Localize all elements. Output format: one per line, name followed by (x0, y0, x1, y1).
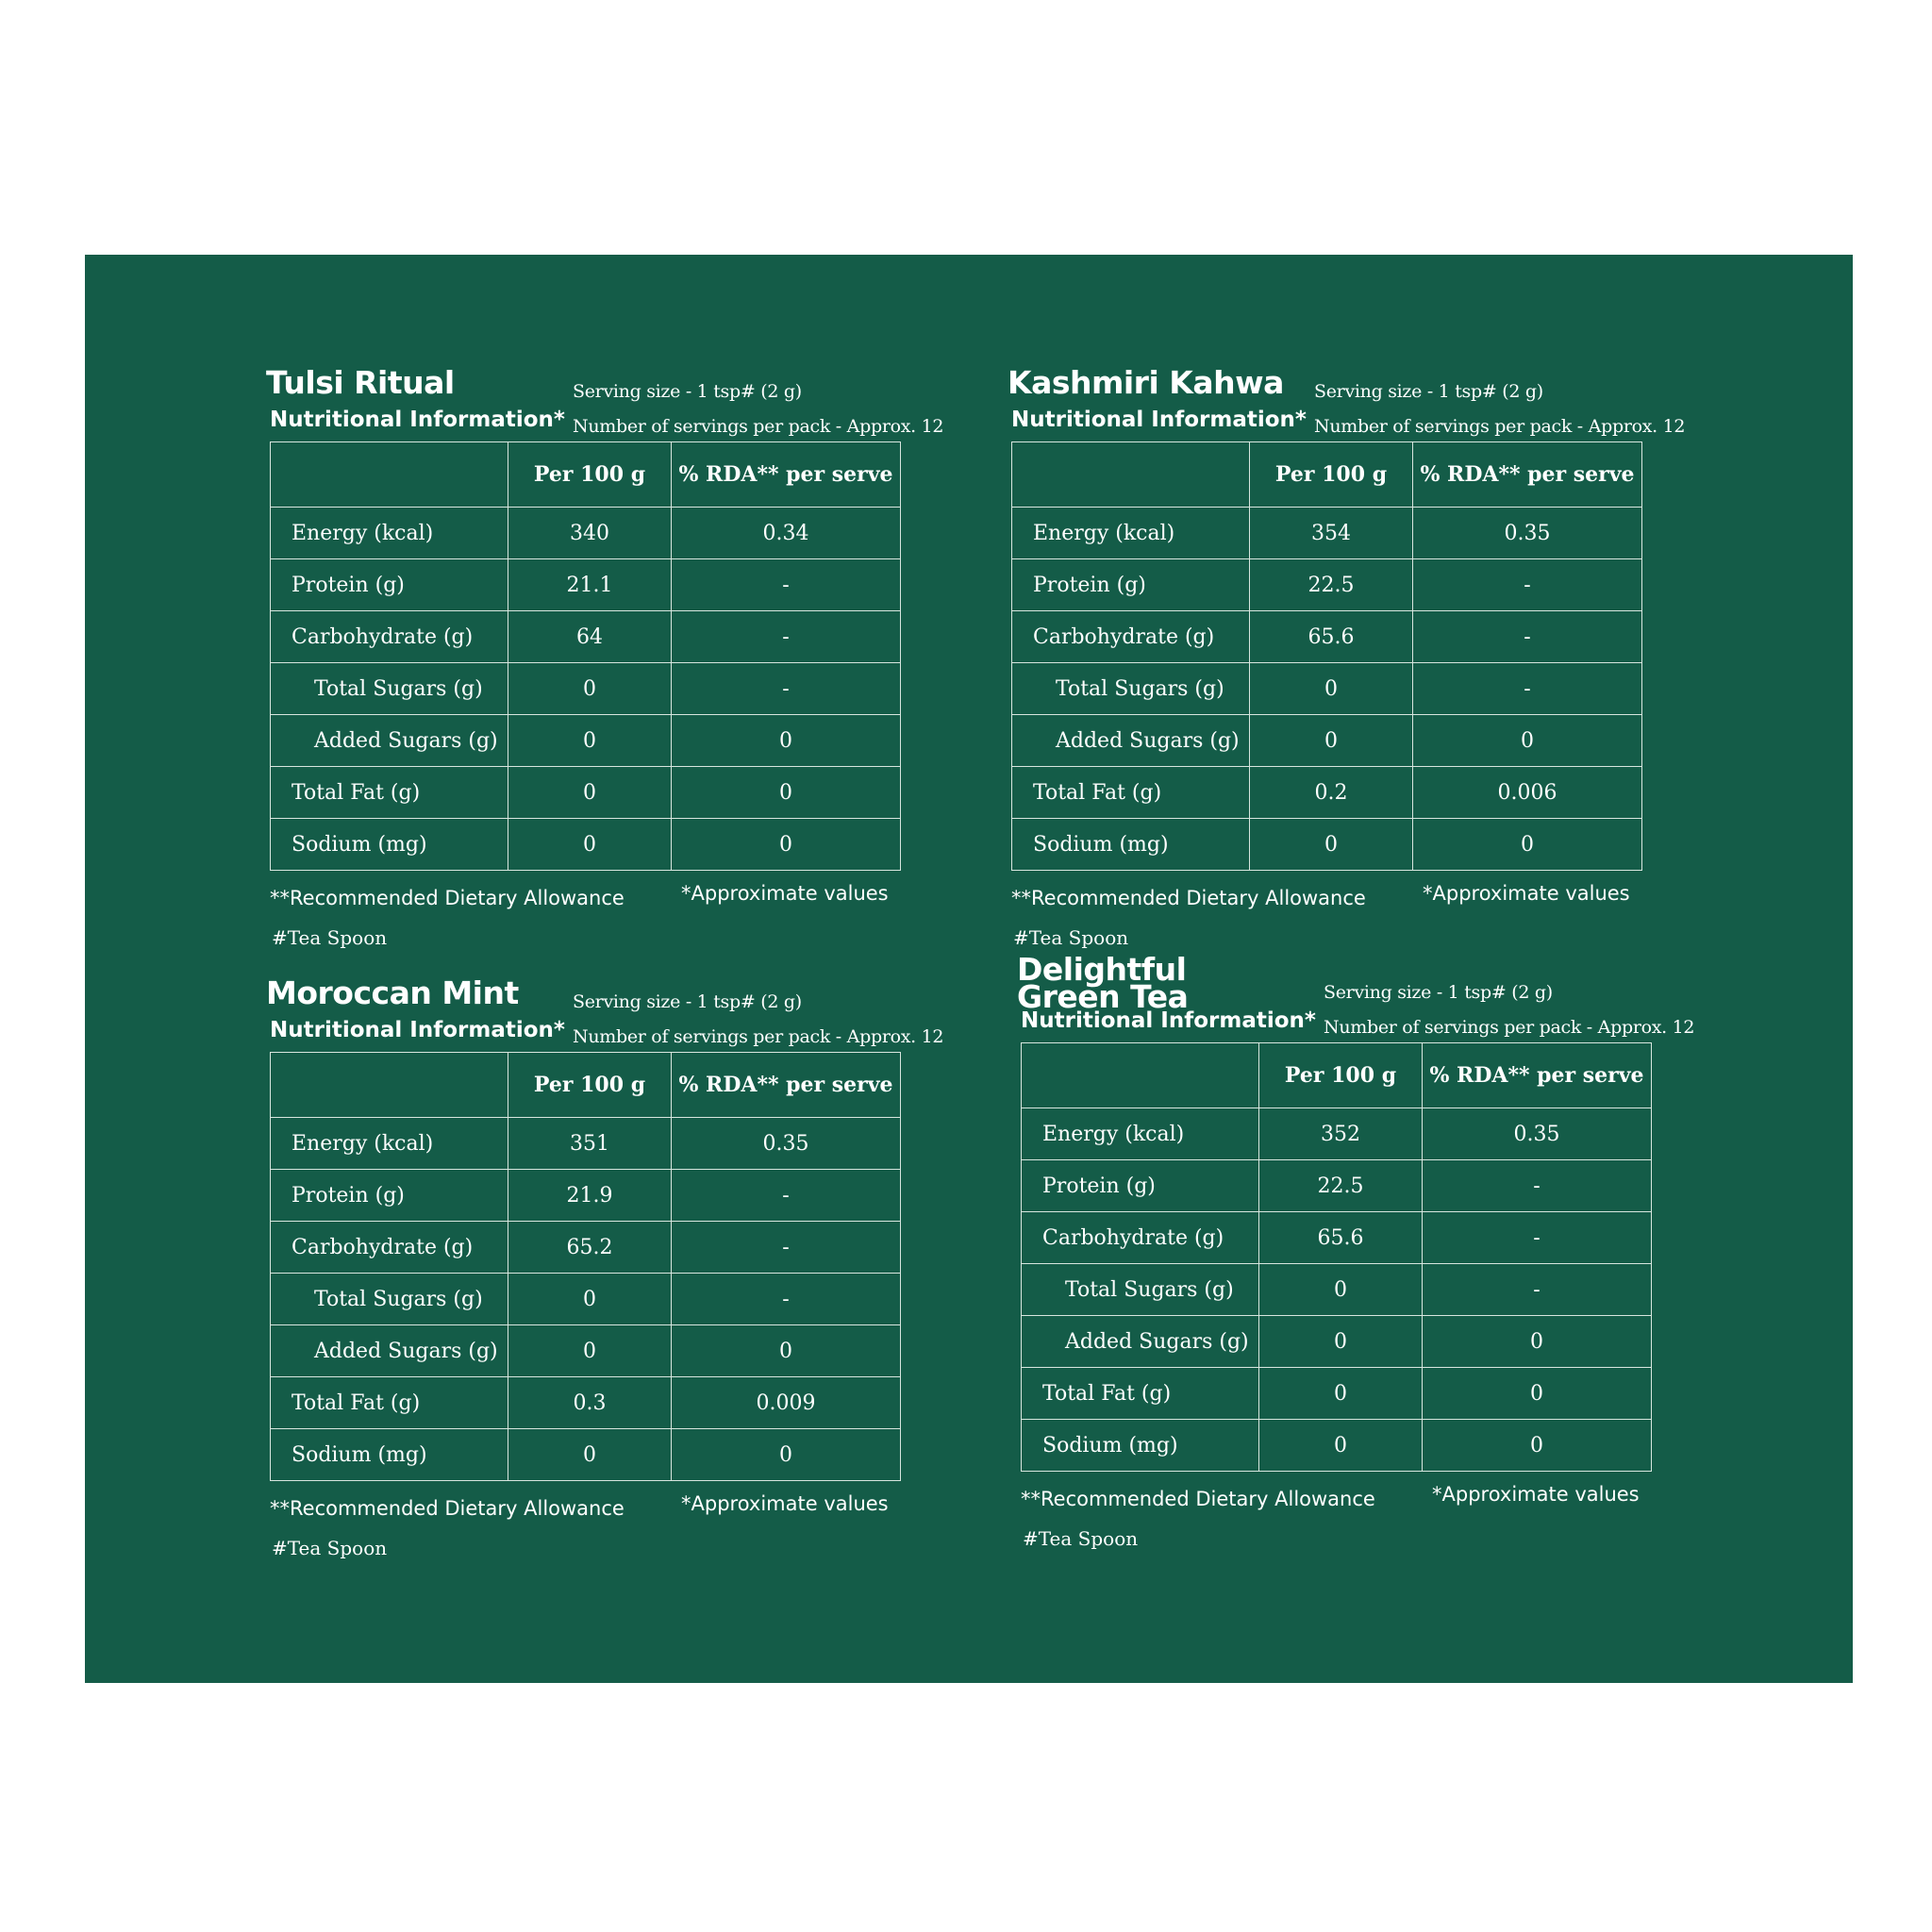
per-100g-value: 0.3 (508, 1377, 672, 1429)
nutrient-name: Energy (kcal) (1022, 1108, 1259, 1160)
footnote-teaspoon: #Tea Spoon (272, 1537, 388, 1559)
nutrient-name: Carbohydrate (g) (1012, 611, 1250, 663)
nutrient-name: Energy (kcal) (271, 1118, 508, 1170)
nutrient-name: Sodium (mg) (1012, 819, 1250, 871)
nutrient-name: Sodium (mg) (271, 819, 508, 871)
nutrient-name: Energy (kcal) (1012, 508, 1250, 559)
table-row (1022, 1420, 1652, 1472)
rda-value: 0 (672, 767, 901, 819)
table-row (271, 508, 901, 559)
nutrition-table (270, 1052, 901, 1481)
nutrition-subtitle: Nutritional Information* (1021, 1008, 1316, 1033)
nutrient-name: Carbohydrate (g) (271, 1222, 508, 1274)
table-header-row (271, 1053, 901, 1118)
table-row (1022, 1212, 1652, 1264)
servings-per-pack: Number of servings per pack - Approx. 12 (573, 1026, 944, 1047)
footnote-teaspoon: #Tea Spoon (1023, 1527, 1139, 1550)
rda-value: 0.006 (1413, 767, 1642, 819)
per-100g-value: 0 (508, 1274, 672, 1325)
nutrient-name: Total Fat (g) (271, 1377, 508, 1429)
table-row (271, 663, 901, 715)
nutrient-name: Added Sugars (g) (1022, 1316, 1259, 1368)
rda-value: 0 (1413, 819, 1642, 871)
footnote-rda: **Recommended Dietary Allowance (1021, 1488, 1375, 1510)
table-row (271, 1222, 901, 1274)
per-100g-value: 0.2 (1250, 767, 1413, 819)
rda-value: 0.35 (1423, 1108, 1652, 1160)
column-header (1022, 1043, 1259, 1108)
footnote-approximate: *Approximate values (681, 882, 889, 905)
nutrient-name: Added Sugars (g) (271, 715, 508, 767)
product-title: Delightful Green Tea (1017, 951, 1189, 1015)
per-100g-value: 0 (1250, 663, 1413, 715)
nutrition-card (266, 976, 945, 1580)
serving-size: Serving size - 1 tsp# (2 g) (1314, 381, 1543, 402)
rda-value: 0 (672, 1325, 901, 1377)
table-row (1012, 508, 1642, 559)
table-row (1012, 663, 1642, 715)
servings-per-pack: Number of servings per pack - Approx. 12 (573, 416, 944, 437)
nutrient-name: Added Sugars (g) (271, 1325, 508, 1377)
column-header (1012, 442, 1250, 508)
rda-value: 0 (672, 715, 901, 767)
nutrition-card (266, 366, 945, 970)
nutrition-card (1017, 951, 1696, 1571)
per-100g-value: 22.5 (1250, 559, 1413, 611)
per-100g-value: 21.1 (508, 559, 672, 611)
nutrition-subtitle: Nutritional Information* (1011, 408, 1307, 432)
rda-value: - (672, 1222, 901, 1274)
table-row (1012, 559, 1642, 611)
rda-value: 0.009 (672, 1377, 901, 1429)
rda-value: - (672, 559, 901, 611)
column-header: % RDA** per serve (1423, 1043, 1652, 1108)
rda-value: 0.35 (672, 1118, 901, 1170)
per-100g-value: 351 (508, 1118, 672, 1170)
table-row (1012, 819, 1642, 871)
product-title: Tulsi Ritual (266, 364, 455, 401)
rda-value: - (1423, 1160, 1652, 1212)
table-row (271, 1274, 901, 1325)
column-header: % RDA** per serve (672, 1053, 901, 1118)
column-header: Per 100 g (508, 442, 672, 508)
nutrient-name: Total Fat (g) (1022, 1368, 1259, 1420)
per-100g-value: 64 (508, 611, 672, 663)
table-row (1022, 1160, 1652, 1212)
rda-value: - (1413, 663, 1642, 715)
table-header-row (271, 442, 901, 508)
per-100g-value: 65.6 (1250, 611, 1413, 663)
nutrition-panel (85, 255, 1853, 1683)
nutrient-name: Protein (g) (271, 1170, 508, 1222)
per-100g-value: 0 (508, 715, 672, 767)
rda-value: 0.35 (1413, 508, 1642, 559)
per-100g-value: 0 (508, 1429, 672, 1481)
per-100g-value: 0 (508, 1325, 672, 1377)
rda-value: - (1413, 611, 1642, 663)
table-row (271, 767, 901, 819)
table-header-row (1012, 442, 1642, 508)
per-100g-value: 0 (508, 819, 672, 871)
serving-size: Serving size - 1 tsp# (2 g) (573, 991, 802, 1012)
nutrition-subtitle: Nutritional Information* (270, 408, 565, 432)
table-header-row (1022, 1043, 1652, 1108)
table-row (271, 1377, 901, 1429)
nutrient-name: Protein (g) (1022, 1160, 1259, 1212)
nutrient-name: Protein (g) (1012, 559, 1250, 611)
nutrition-card (1008, 366, 1687, 970)
table-row (271, 819, 901, 871)
table-row (1012, 715, 1642, 767)
table-row (1022, 1108, 1652, 1160)
table-row (1022, 1264, 1652, 1316)
column-header: % RDA** per serve (1413, 442, 1642, 508)
nutrient-name: Protein (g) (271, 559, 508, 611)
nutrient-name: Total Sugars (g) (271, 663, 508, 715)
column-header: Per 100 g (508, 1053, 672, 1118)
servings-per-pack: Number of servings per pack - Approx. 12 (1324, 1017, 1695, 1038)
rda-value: 0 (1423, 1368, 1652, 1420)
servings-per-pack: Number of servings per pack - Approx. 12 (1314, 416, 1686, 437)
per-100g-value: 22.5 (1259, 1160, 1423, 1212)
table-row (1012, 767, 1642, 819)
rda-value: - (672, 611, 901, 663)
table-row (1022, 1368, 1652, 1420)
nutrient-name: Added Sugars (g) (1012, 715, 1250, 767)
per-100g-value: 0 (1259, 1420, 1423, 1472)
rda-value: 0 (672, 1429, 901, 1481)
per-100g-value: 0 (508, 663, 672, 715)
nutrient-name: Total Fat (g) (271, 767, 508, 819)
serving-size: Serving size - 1 tsp# (2 g) (1324, 982, 1553, 1003)
column-header (271, 442, 508, 508)
nutrition-table (270, 441, 901, 871)
per-100g-value: 352 (1259, 1108, 1423, 1160)
footnote-approximate: *Approximate values (1432, 1483, 1640, 1506)
table-row (271, 1429, 901, 1481)
nutrition-table (1011, 441, 1642, 871)
footnote-approximate: *Approximate values (1423, 882, 1630, 905)
footnote-teaspoon: #Tea Spoon (272, 926, 388, 949)
table-row (271, 1118, 901, 1170)
per-100g-value: 0 (508, 767, 672, 819)
rda-value: 0 (1423, 1420, 1652, 1472)
rda-value: 0 (1413, 715, 1642, 767)
rda-value: 0.34 (672, 508, 901, 559)
per-100g-value: 65.2 (508, 1222, 672, 1274)
rda-value: - (672, 1274, 901, 1325)
rda-value: 0 (672, 819, 901, 871)
rda-value: - (1413, 559, 1642, 611)
serving-size: Serving size - 1 tsp# (2 g) (573, 381, 802, 402)
nutrient-name: Sodium (mg) (1022, 1420, 1259, 1472)
nutrient-name: Total Sugars (g) (271, 1274, 508, 1325)
rda-value: - (672, 663, 901, 715)
rda-value: 0 (1423, 1316, 1652, 1368)
nutrient-name: Energy (kcal) (271, 508, 508, 559)
per-100g-value: 21.9 (508, 1170, 672, 1222)
per-100g-value: 354 (1250, 508, 1413, 559)
footnote-rda: **Recommended Dietary Allowance (270, 887, 625, 909)
nutrient-name: Carbohydrate (g) (271, 611, 508, 663)
per-100g-value: 0 (1250, 819, 1413, 871)
table-row (271, 715, 901, 767)
product-title: Moroccan Mint (266, 974, 519, 1011)
footnote-teaspoon: #Tea Spoon (1013, 926, 1129, 949)
nutrition-subtitle: Nutritional Information* (270, 1018, 565, 1042)
per-100g-value: 0 (1250, 715, 1413, 767)
column-header (271, 1053, 508, 1118)
product-title: Kashmiri Kahwa (1008, 364, 1284, 401)
table-row (1012, 611, 1642, 663)
nutrient-name: Total Sugars (g) (1022, 1264, 1259, 1316)
per-100g-value: 340 (508, 508, 672, 559)
rda-value: - (1423, 1264, 1652, 1316)
per-100g-value: 0 (1259, 1316, 1423, 1368)
footnote-approximate: *Approximate values (681, 1492, 889, 1515)
footnote-rda: **Recommended Dietary Allowance (270, 1497, 625, 1520)
table-row (271, 1170, 901, 1222)
column-header: % RDA** per serve (672, 442, 901, 508)
nutrition-table (1021, 1042, 1652, 1472)
column-header: Per 100 g (1250, 442, 1413, 508)
nutrient-name: Sodium (mg) (271, 1429, 508, 1481)
table-row (271, 559, 901, 611)
table-row (1022, 1316, 1652, 1368)
rda-value: - (672, 1170, 901, 1222)
column-header: Per 100 g (1259, 1043, 1423, 1108)
table-row (271, 1325, 901, 1377)
per-100g-value: 65.6 (1259, 1212, 1423, 1264)
per-100g-value: 0 (1259, 1264, 1423, 1316)
footnote-rda: **Recommended Dietary Allowance (1011, 887, 1366, 909)
table-row (271, 611, 901, 663)
per-100g-value: 0 (1259, 1368, 1423, 1420)
rda-value: - (1423, 1212, 1652, 1264)
nutrient-name: Carbohydrate (g) (1022, 1212, 1259, 1264)
nutrient-name: Total Sugars (g) (1012, 663, 1250, 715)
nutrient-name: Total Fat (g) (1012, 767, 1250, 819)
